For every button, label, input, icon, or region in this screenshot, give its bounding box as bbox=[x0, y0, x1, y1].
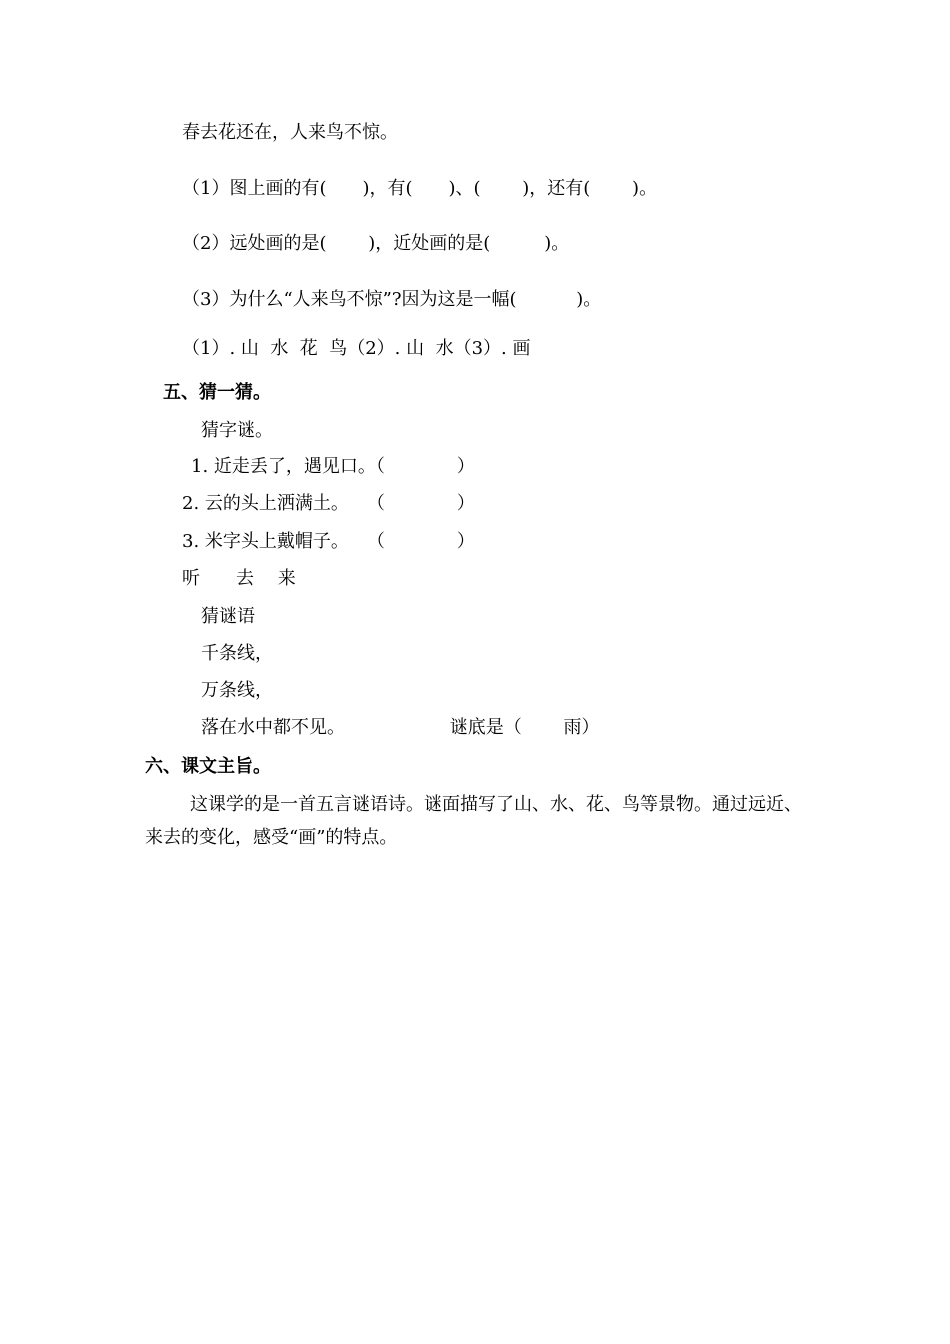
summary-paragraph: 这课学的是一首五言谜语诗。谜面描写了山、水、花、鸟等景物。通过远近、来去的变化，感受“画”的特点。 bbox=[145, 794, 802, 848]
question-1: （1）图上画的有( )，有( )、( )，还有( )。 bbox=[182, 178, 658, 199]
verse-line-1: 千条线， bbox=[201, 643, 273, 664]
riddle-subtitle: 猜字谜。 bbox=[201, 420, 273, 441]
riddle-verse-subtitle: 猜谜语 bbox=[201, 606, 255, 627]
riddle-1: 1. 近走丢了，遇见口。（ ） bbox=[191, 456, 475, 477]
riddle-answers: 听 去 来 bbox=[182, 568, 296, 589]
question-2: （2）远处画的是( )，近处画的是( )。 bbox=[182, 233, 570, 254]
verse-line-2: 万条线， bbox=[201, 680, 273, 701]
poem-line: 春去花还在，人来鸟不惊。 bbox=[182, 122, 398, 143]
riddle-3: 3. 米字头上戴帽子。 （ ） bbox=[182, 531, 475, 552]
riddle-2: 2. 云的头上洒满土。 （ ） bbox=[182, 493, 475, 514]
question-3: （3）为什么“人来鸟不惊”?因为这是一幅( )。 bbox=[182, 289, 602, 310]
section6-heading: 六、课文主旨。 bbox=[145, 756, 271, 777]
answer-line: （1）. 山 水 花 鸟（2）. 山 水（3）. 画 bbox=[182, 338, 531, 359]
verse-line-3: 落在水中都不见。 谜底是（ 雨） bbox=[201, 717, 600, 738]
section5-heading: 五、猜一猜。 bbox=[163, 382, 271, 403]
